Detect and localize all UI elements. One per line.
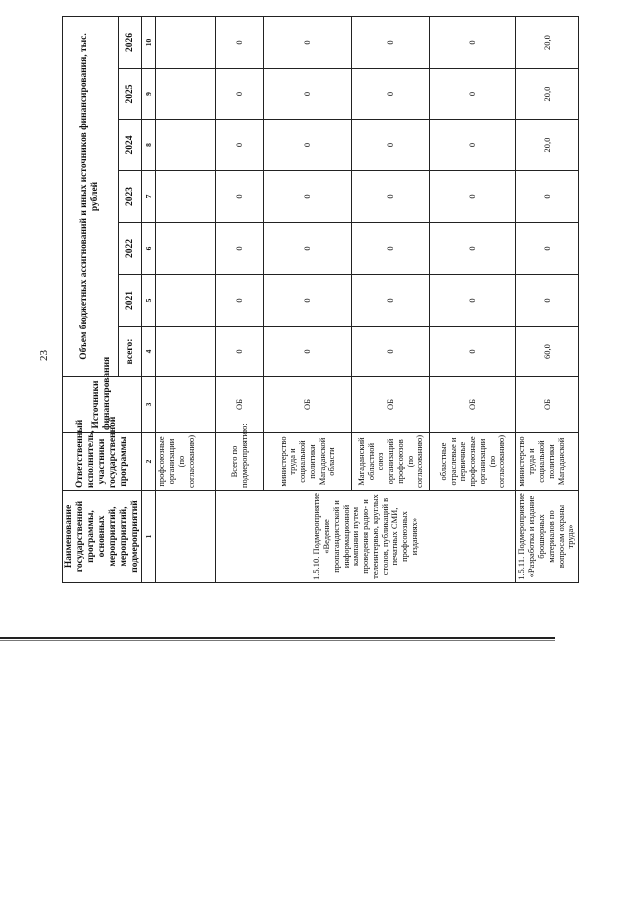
cell-value xyxy=(156,171,216,223)
cell-value: 0 xyxy=(430,120,516,171)
cell-value: 20,0 xyxy=(516,69,579,120)
cell-executor: областные отраслевые и первичные профсоюзные организации (по согласованию) xyxy=(430,433,516,491)
cell-executor: Всего по подмероприятию: xyxy=(216,433,264,491)
cell-executor: профсоюзные организации (по согласованию) xyxy=(156,433,216,491)
cell-value: 0 xyxy=(216,16,264,68)
header-name: Наименование государственной программы, основных мероприятий, мероприятий, подмероприятий xyxy=(63,491,142,583)
cell-source: ОБ xyxy=(516,377,579,433)
page-divider-line xyxy=(0,637,555,639)
cell-value xyxy=(156,120,216,171)
cell-value: 0 xyxy=(352,16,430,68)
cell-source: ОБ xyxy=(264,377,352,433)
column-number: 6 xyxy=(142,223,156,275)
cell-value: 0 xyxy=(352,327,430,377)
cell-value: 0 xyxy=(264,120,352,171)
cell-value: 0 xyxy=(430,275,516,327)
cell-name xyxy=(156,491,216,583)
cell-executor: Магаданский областной союз организаций профсоюзов (по согласованию) xyxy=(352,433,430,491)
cell-value: 0 xyxy=(264,327,352,377)
cell-source xyxy=(156,377,216,433)
cell-value: 0 xyxy=(264,16,352,68)
cell-value: 0 xyxy=(264,223,352,275)
column-number: 1 xyxy=(142,491,156,583)
cell-value xyxy=(156,275,216,327)
header-year: 2022 xyxy=(118,223,142,275)
cell-value xyxy=(156,327,216,377)
header-executor: Ответственный исполнитель, участники государственной программы xyxy=(63,433,142,491)
cell-value: 20,0 xyxy=(516,120,579,171)
cell-value: 0 xyxy=(430,16,516,68)
cell-name: 1.5.11. Подмероприятие «Разработка и издание брошюрных материалов по вопросам охраны труда» xyxy=(516,491,579,583)
column-number: 2 xyxy=(142,433,156,491)
cell-value: 0 xyxy=(352,171,430,223)
table-row xyxy=(216,16,264,582)
cell-value: 0 xyxy=(352,275,430,327)
cell-value xyxy=(156,69,216,120)
column-number: 10 xyxy=(142,16,156,68)
table-row xyxy=(156,16,216,582)
page-number: 23 xyxy=(38,350,50,361)
cell-value: 0 xyxy=(516,171,579,223)
cell-source: ОБ xyxy=(352,377,430,433)
cell-value: 0 xyxy=(216,120,264,171)
header-year: 2024 xyxy=(118,120,142,171)
cell-value: 0 xyxy=(216,69,264,120)
column-number: 4 xyxy=(142,327,156,377)
cell-value: 0 xyxy=(216,223,264,275)
column-number: 5 xyxy=(142,275,156,327)
cell-value: 0 xyxy=(516,275,579,327)
cell-value xyxy=(156,16,216,68)
column-number: 7 xyxy=(142,171,156,223)
cell-value: 60,0 xyxy=(516,327,579,377)
header-total: всего: xyxy=(118,327,142,377)
header-volume: Объем бюджетных ассигнований и иных источников финансирования, тыс. рублей xyxy=(63,16,119,376)
header-year: 2025 xyxy=(118,69,142,120)
cell-executor: министерство труда и социальной политики Магаданской области xyxy=(264,433,352,491)
cell-value: 0 xyxy=(430,171,516,223)
cell-value: 0 xyxy=(264,171,352,223)
cell-executor: министерство труда и социальной политики Магаданской xyxy=(516,433,579,491)
cell-value: 0 xyxy=(352,120,430,171)
page-divider-line-thin xyxy=(0,640,555,641)
cell-value: 20,0 xyxy=(516,16,579,68)
cell-value: 0 xyxy=(264,275,352,327)
cell-value: 0 xyxy=(264,69,352,120)
cell-value: 0 xyxy=(516,223,579,275)
rotated-page xyxy=(62,17,574,583)
cell-name: 1.5.10. Подмероприятие «Ведение пропагандистской и информационной кампании путем проведения радио- и телеинтервью, круглых столов, публикаций в печатных СМИ, профсоюзных изданиях» xyxy=(216,491,516,583)
table-row xyxy=(516,16,579,582)
cell-value: 0 xyxy=(352,223,430,275)
column-number: 9 xyxy=(142,69,156,120)
column-number: 3 xyxy=(142,377,156,433)
funding-table xyxy=(62,16,579,583)
header-year: 2021 xyxy=(118,275,142,327)
cell-value: 0 xyxy=(430,327,516,377)
cell-source: ОБ xyxy=(216,377,264,433)
header-year: 2023 xyxy=(118,171,142,223)
column-number: 8 xyxy=(142,120,156,171)
cell-source: ОБ xyxy=(430,377,516,433)
header-sources: Источники финансирования xyxy=(63,377,142,433)
header-year: 2026 xyxy=(118,16,142,68)
cell-value: 0 xyxy=(216,275,264,327)
cell-value: 0 xyxy=(430,223,516,275)
cell-value: 0 xyxy=(216,327,264,377)
cell-value xyxy=(156,223,216,275)
cell-value: 0 xyxy=(216,171,264,223)
cell-value: 0 xyxy=(430,69,516,120)
cell-value: 0 xyxy=(352,69,430,120)
